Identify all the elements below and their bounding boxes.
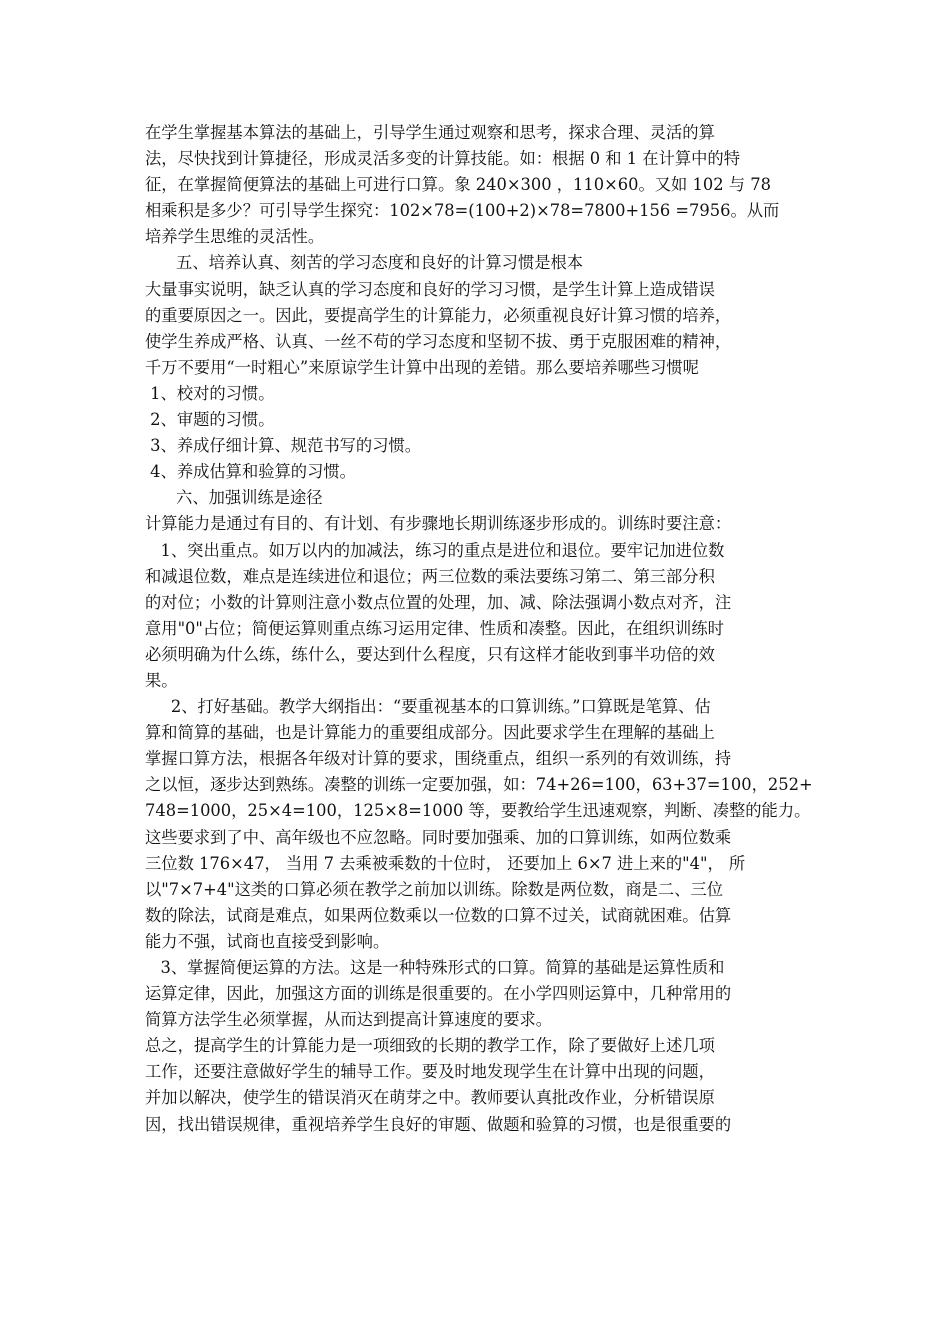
text-line: 工作，还要注意做好学生的辅导工作。要及时地发现学生在计算中出现的问题，: [145, 1062, 715, 1082]
text-line: 总之，提高学生的计算能力是一项细致的长期的教学工作，除了要做好上述几项: [145, 1036, 715, 1056]
text-line: 千万不要用“一时粗心”来原谅学生计算中出现的差错。那么要培养哪些习惯呢: [145, 357, 699, 377]
text-line: 4、养成估算和验算的习惯。: [145, 462, 356, 482]
text-line: 数的除法，试商是难点，如果两位数乘以一位数的口算不过关，试商就困难。估算: [145, 905, 732, 925]
text-line: 2、审题的习惯。: [145, 410, 275, 430]
text-line: 意用"0"占位；简便运算则重点练习运用定律、性质和凑整。因此，在组织训练时: [145, 618, 724, 638]
text-line: 748=1000，25×4=100，125×8=1000 等，要教给学生迅速观察，判断、凑整的能力。: [145, 801, 811, 821]
text-line: 果。: [145, 670, 178, 690]
text-line: 相乘积是多少？可引导学生探究：102×78=(100+2)×78=7800+156 =7956。从而: [145, 201, 780, 221]
text-line: 能力不强，试商也直接受到影响。: [145, 931, 390, 951]
text-line: 简算方法学生必须掌握，从而达到提高计算速度的要求。: [145, 1010, 553, 1030]
text-line: 培养学生思维的灵活性。: [145, 227, 325, 247]
text-line: 在学生掌握基本算法的基础上，引导学生通过观察和思考，探求合理、灵活的算: [145, 123, 715, 142]
text-line: 3、养成仔细计算、规范书写的习惯。: [145, 436, 422, 456]
text-line: 大量事实说明，缺乏认真的学习态度和良好的学习习惯，是学生计算上造成错误: [145, 279, 715, 299]
text-line: 六、加强训练是途径: [145, 488, 323, 508]
text-line: 算和简算的基础，也是计算能力的重要组成部分。因此要求学生在理解的基础上: [145, 723, 715, 743]
text-line: 和减退位数，难点是连续进位和退位；两三位数的乘法要练习第二、第三部分积: [145, 566, 715, 586]
text-line: 1、突出重点。如万以内的加减法，练习的重点是进位和退位。要牢记加进位数: [145, 540, 725, 560]
text-line: 运算定律，因此，加强这方面的训练是很重要的。在小学四则运算中，几种常用的: [145, 984, 732, 1004]
text-line: 以"7×7+4"这类的口算必须在教学之前加以训练。除数是两位数，商是二、三位: [145, 879, 724, 899]
text-line: 法，尽快找到计算捷径，形成灵活多变的计算技能。如：根据 0 和 1 在计算中的特: [145, 149, 740, 169]
text-line: 3、掌握简便运算的方法。这是一种特殊形式的口算。简算的基础是运算性质和: [145, 958, 725, 977]
text-line: 计算能力是通过有目的、有计划、有步骤地长期训练逐步形成的。训练时要注意：: [145, 514, 732, 534]
body-text: [145, 120, 815, 1138]
text-line: 三位数 176×47， 当用 7 去乘被乘数的十位时， 还要加上 6×7 进上来的"4"， 所: [145, 853, 746, 873]
text-line: 2、打好基础。教学大纲指出：“要重视基本的口算训练。”口算既是笔算、估: [145, 697, 711, 717]
text-line: 的重要原因之一。因此，要提高学生的计算能力，必须重视良好计算习惯的培养，: [145, 305, 732, 325]
text-line: 使学生养成严格、认真、一丝不苟的学习态度和坚韧不拔、勇于克服困难的精神，: [145, 331, 732, 351]
text-line: 之以恒，逐步达到熟练。凑整的训练一定要加强，如：74+26=100，63+37=100，252+: [145, 775, 813, 795]
text-line: 因，找出错误规律，重视培养学生良好的审题、做题和验算的习惯，也是很重要的: [145, 1114, 732, 1134]
text-line: 1、校对的习惯。: [145, 383, 275, 403]
text-line: 并加以解决，使学生的错误消灭在萌芽之中。教师要认真批改作业，分析错误原: [145, 1088, 715, 1108]
text-line: 这些要求到了中、高年级也不应忽略。同时要加强乘、加的口算训练，如两位数乘: [145, 827, 732, 847]
text-line: 征，在掌握简便算法的基础上可进行口算。象 240×300 ，110×60。又如 102 与 78: [145, 175, 771, 195]
text-line: 五、培养认真、刻苦的学习态度和良好的计算习惯是根本: [145, 253, 584, 273]
text-line: 掌握口算方法，根据各年级对计算的要求，围绕重点，组织一系列的有效训练，持: [145, 749, 732, 769]
text-line: 必须明确为什么练，练什么，要达到什么程度，只有这样才能收到事半功倍的效: [145, 644, 715, 664]
text-line: 的对位；小数的计算则注意小数点位置的处理，加、减、除法强调小数点对齐，注: [145, 592, 732, 612]
